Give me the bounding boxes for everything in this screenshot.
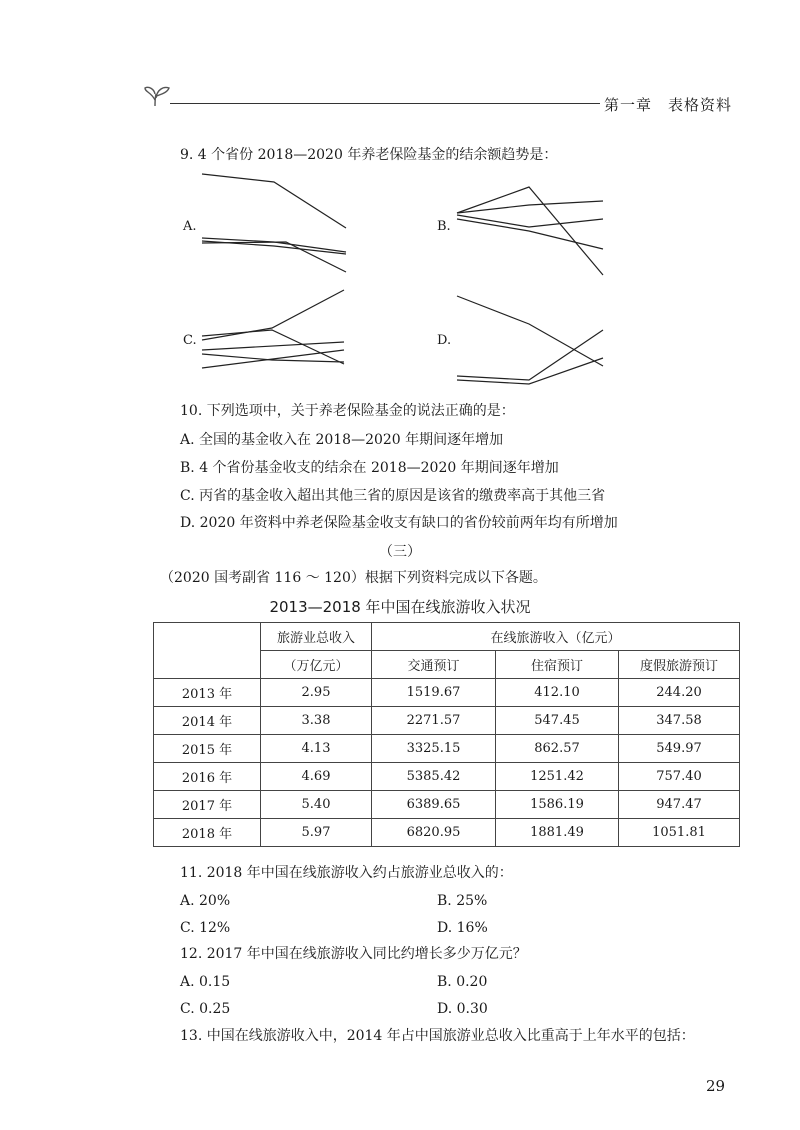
q9-option-a-label: A. [183, 219, 197, 234]
cell-transport: 2271.57 [372, 707, 496, 735]
cell-transport: 5385.42 [372, 763, 496, 791]
header-lodging: 住宿预订 [496, 651, 619, 679]
cell-lodging: 1251.42 [496, 763, 619, 791]
cell-year: 2015 年 [154, 735, 261, 763]
q9-option-c-label: C. [183, 333, 197, 348]
q12-option-d: D. 0.30 [437, 1001, 488, 1017]
header-total-unit: （万亿元） [261, 651, 372, 679]
cell-vacation: 244.20 [619, 679, 740, 707]
q9-option-d-label: D. [437, 333, 452, 348]
table-row [154, 791, 740, 819]
table-row [154, 763, 740, 791]
cell-vacation: 347.58 [619, 707, 740, 735]
q12-option-b: B. 0.20 [437, 974, 488, 990]
cell-lodging: 862.57 [496, 735, 619, 763]
q10-option-b: B. 4 个省份基金收支的结余在 2018—2020 年期间逐年增加 [180, 460, 559, 476]
q9-option-b-label: B. [437, 219, 451, 234]
table-corner-cell [154, 623, 261, 679]
header-online: 在线旅游收入（亿元） [372, 623, 740, 651]
cell-year: 2014 年 [154, 707, 261, 735]
cell-year: 2017 年 [154, 791, 261, 819]
chapter-title: 第一章 表格资料 [604, 96, 733, 114]
section-title: （三） [379, 544, 421, 560]
q12-option-c: C. 0.25 [180, 1001, 231, 1017]
tourism-table [153, 622, 740, 847]
q10-option-d: D. 2020 年资料中养老保险基金收支有缺口的省份较前两年均有所增加 [180, 515, 618, 531]
cell-lodging: 1881.49 [496, 819, 619, 847]
q12-option-a: A. 0.15 [180, 974, 231, 990]
section-intro: （2020 国考副省 116 ～ 120）根据下列资料完成以下各题。 [160, 570, 547, 586]
cell-vacation: 757.40 [619, 763, 740, 791]
q12-question: 12. 2017 年中国在线旅游收入同比约增长多少万亿元？ [180, 946, 527, 962]
sprout-icon [143, 80, 173, 108]
cell-lodging: 1586.19 [496, 791, 619, 819]
cell-lodging: 547.45 [496, 707, 619, 735]
table-row [154, 707, 740, 735]
cell-total: 4.13 [261, 735, 372, 763]
q11-option-b: B. 25% [437, 893, 488, 909]
table-row [154, 679, 740, 707]
q11-option-a: A. 20% [180, 893, 231, 909]
cell-transport: 6820.95 [372, 819, 496, 847]
cell-year: 2016 年 [154, 763, 261, 791]
header-total: 旅游业总收入 [261, 623, 372, 651]
cell-vacation: 947.47 [619, 791, 740, 819]
cell-transport: 6389.65 [372, 791, 496, 819]
page-number: 29 [706, 1077, 726, 1095]
cell-year: 2013 年 [154, 679, 261, 707]
q13-question: 13. 中国在线旅游收入中，2014 年占中国旅游业总收入比重高于上年水平的包括： [180, 1028, 695, 1044]
cell-total: 2.95 [261, 679, 372, 707]
cell-vacation: 1051.81 [619, 819, 740, 847]
q10-option-a: A. 全国的基金收入在 2018—2020 年期间逐年增加 [180, 432, 504, 448]
cell-lodging: 412.10 [496, 679, 619, 707]
cell-vacation: 549.97 [619, 735, 740, 763]
cell-transport: 3325.15 [372, 735, 496, 763]
q9-option-a-chart [200, 168, 350, 268]
header-transport: 交通预订 [372, 651, 496, 679]
q10-question: 10. 下列选项中，关于养老保险基金的说法正确的是： [180, 403, 515, 419]
q10-option-c: C. 丙省的基金收入超出其他三省的原因是该省的缴费率高于其他三省 [180, 488, 606, 504]
table-row [154, 819, 740, 847]
cell-total: 3.38 [261, 707, 372, 735]
cell-total: 5.97 [261, 819, 372, 847]
q11-question: 11. 2018 年中国在线旅游收入约占旅游业总收入的： [180, 865, 513, 881]
q9-option-c-chart [200, 290, 350, 390]
q11-option-d: D. 16% [437, 920, 488, 936]
table-row [154, 735, 740, 763]
header-vacation: 度假旅游预订 [619, 651, 740, 679]
q9-option-d-chart [455, 292, 605, 392]
cell-total: 4.69 [261, 763, 372, 791]
q9-option-b-chart [455, 183, 605, 283]
cell-transport: 1519.67 [372, 679, 496, 707]
table-caption: 2013—2018 年中国在线旅游收入状况 [269, 598, 531, 616]
q11-option-c: C. 12% [180, 920, 231, 936]
cell-year: 2018 年 [154, 819, 261, 847]
cell-total: 5.40 [261, 791, 372, 819]
q9-question: 9. 4 个省份 2018—2020 年养老保险基金的结余额趋势是： [180, 147, 558, 163]
header-rule [170, 103, 600, 104]
